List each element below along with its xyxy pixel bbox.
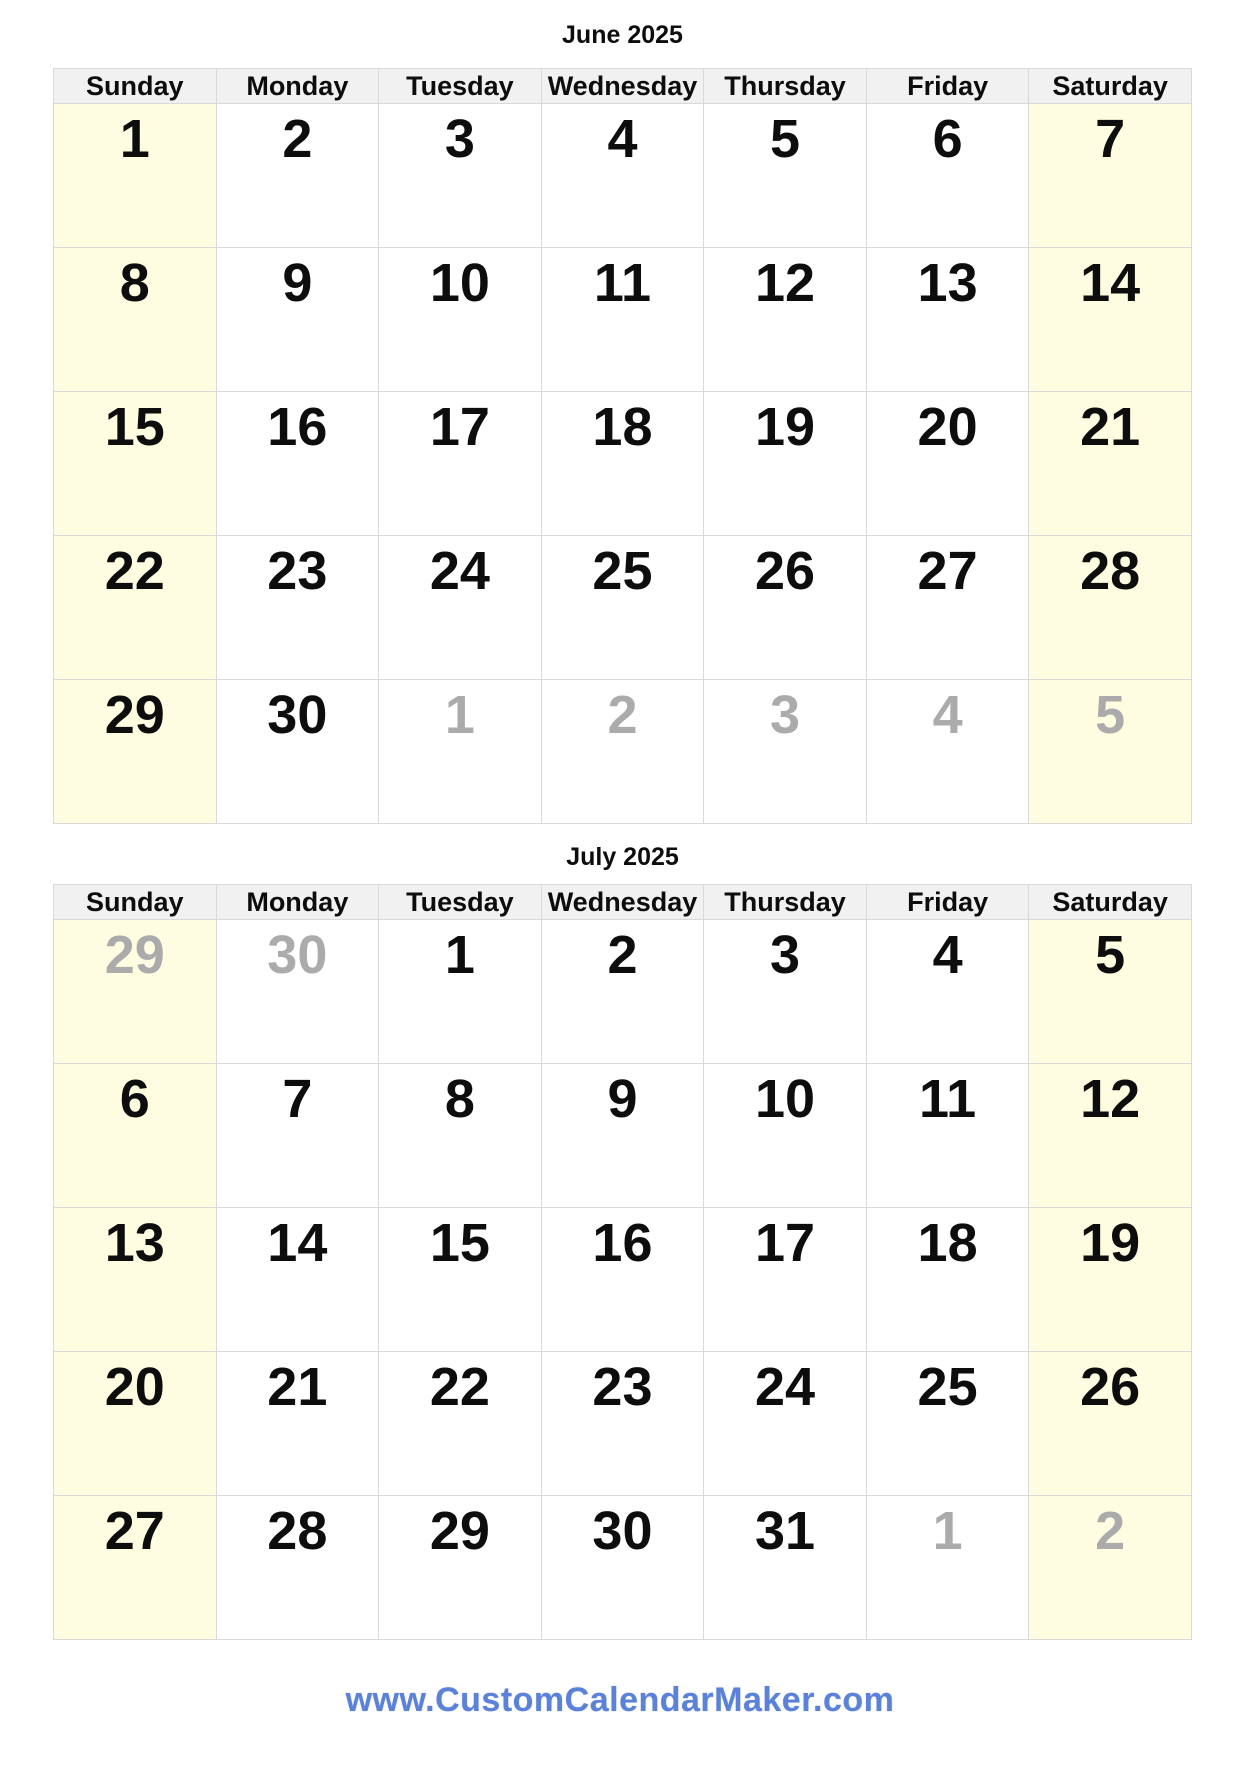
day-cell: 30	[541, 1496, 704, 1640]
day-cell: 30	[216, 680, 379, 824]
week-row	[54, 248, 1192, 392]
day-cell: 11	[541, 248, 704, 392]
day-header-tuesday: Tuesday	[379, 885, 542, 920]
week-row	[54, 1496, 1192, 1640]
day-cell: 4	[541, 104, 704, 248]
day-cell-adjacent-month: 1	[866, 1496, 1029, 1640]
day-cell-adjacent-month: 29	[54, 920, 217, 1064]
calendar-grid-july	[53, 884, 1192, 1640]
day-header-monday: Monday	[216, 69, 379, 104]
calendar-june	[53, 20, 1192, 824]
day-cell: 2	[216, 104, 379, 248]
day-cell: 19	[1029, 1208, 1192, 1352]
day-cell-adjacent-month: 4	[866, 680, 1029, 824]
day-cell: 8	[379, 1064, 542, 1208]
day-cell: 6	[866, 104, 1029, 248]
day-cell-adjacent-month: 2	[1029, 1496, 1192, 1640]
day-cell: 1	[379, 920, 542, 1064]
day-cell: 10	[379, 248, 542, 392]
day-cell: 25	[866, 1352, 1029, 1496]
day-cell-adjacent-month: 3	[704, 680, 867, 824]
day-header-sunday: Sunday	[54, 69, 217, 104]
day-cell: 25	[541, 536, 704, 680]
day-cell: 15	[54, 392, 217, 536]
day-cell: 19	[704, 392, 867, 536]
day-cell: 26	[704, 536, 867, 680]
footer-watermark-link[interactable]: www.CustomCalendarMaker.com	[345, 1681, 895, 1719]
day-cell: 11	[866, 1064, 1029, 1208]
day-header-wednesday: Wednesday	[541, 885, 704, 920]
day-cell: 5	[1029, 920, 1192, 1064]
week-row	[54, 920, 1192, 1064]
day-cell: 3	[704, 920, 867, 1064]
day-cell: 29	[379, 1496, 542, 1640]
day-cell: 17	[704, 1208, 867, 1352]
day-cell: 29	[54, 680, 217, 824]
day-cell: 7	[216, 1064, 379, 1208]
day-cell: 14	[1029, 248, 1192, 392]
day-header-friday: Friday	[866, 69, 1029, 104]
day-cell: 31	[704, 1496, 867, 1640]
week-row	[54, 104, 1192, 248]
week-row	[54, 536, 1192, 680]
day-cell: 28	[1029, 536, 1192, 680]
calendar-page	[0, 20, 1240, 1718]
day-cell: 24	[379, 536, 542, 680]
day-cell: 22	[379, 1352, 542, 1496]
calendar-title-july: July 2025	[566, 843, 679, 871]
day-header-thursday: Thursday	[704, 885, 867, 920]
day-cell: 17	[379, 392, 542, 536]
day-cell: 16	[541, 1208, 704, 1352]
week-row	[54, 392, 1192, 536]
day-cell: 14	[216, 1208, 379, 1352]
day-header-saturday: Saturday	[1029, 69, 1192, 104]
day-cell: 2	[541, 920, 704, 1064]
day-header-row	[54, 885, 1192, 920]
day-cell: 22	[54, 536, 217, 680]
day-cell: 5	[704, 104, 867, 248]
day-cell: 9	[216, 248, 379, 392]
day-cell: 9	[541, 1064, 704, 1208]
day-cell: 1	[54, 104, 217, 248]
day-cell: 26	[1029, 1352, 1192, 1496]
week-row	[54, 680, 1192, 824]
day-cell-adjacent-month: 5	[1029, 680, 1192, 824]
day-header-row	[54, 69, 1192, 104]
day-cell-adjacent-month: 2	[541, 680, 704, 824]
day-cell: 16	[216, 392, 379, 536]
day-header-sunday: Sunday	[54, 885, 217, 920]
day-header-friday: Friday	[866, 885, 1029, 920]
day-cell: 27	[866, 536, 1029, 680]
day-cell: 18	[866, 1208, 1029, 1352]
day-cell: 4	[866, 920, 1029, 1064]
day-cell: 15	[379, 1208, 542, 1352]
day-cell: 10	[704, 1064, 867, 1208]
day-cell-adjacent-month: 1	[379, 680, 542, 824]
week-row	[54, 1064, 1192, 1208]
day-cell: 6	[54, 1064, 217, 1208]
footer	[0, 1682, 1240, 1718]
day-header-saturday: Saturday	[1029, 885, 1192, 920]
week-row	[54, 1208, 1192, 1352]
day-cell: 23	[216, 536, 379, 680]
day-cell: 28	[216, 1496, 379, 1640]
calendar-title-june: June 2025	[562, 21, 683, 49]
day-header-monday: Monday	[216, 885, 379, 920]
day-cell: 21	[216, 1352, 379, 1496]
day-cell: 12	[1029, 1064, 1192, 1208]
calendar-july	[53, 842, 1192, 1640]
day-header-thursday: Thursday	[704, 69, 867, 104]
day-cell: 13	[54, 1208, 217, 1352]
day-cell: 18	[541, 392, 704, 536]
day-cell: 20	[54, 1352, 217, 1496]
day-header-wednesday: Wednesday	[541, 69, 704, 104]
day-header-tuesday: Tuesday	[379, 69, 542, 104]
day-cell-adjacent-month: 30	[216, 920, 379, 1064]
day-cell: 27	[54, 1496, 217, 1640]
day-cell: 3	[379, 104, 542, 248]
day-cell: 12	[704, 248, 867, 392]
day-cell: 8	[54, 248, 217, 392]
day-cell: 13	[866, 248, 1029, 392]
week-row	[54, 1352, 1192, 1496]
day-cell: 20	[866, 392, 1029, 536]
day-cell: 24	[704, 1352, 867, 1496]
day-cell: 7	[1029, 104, 1192, 248]
day-cell: 21	[1029, 392, 1192, 536]
calendar-grid-june	[53, 68, 1192, 824]
day-cell: 23	[541, 1352, 704, 1496]
